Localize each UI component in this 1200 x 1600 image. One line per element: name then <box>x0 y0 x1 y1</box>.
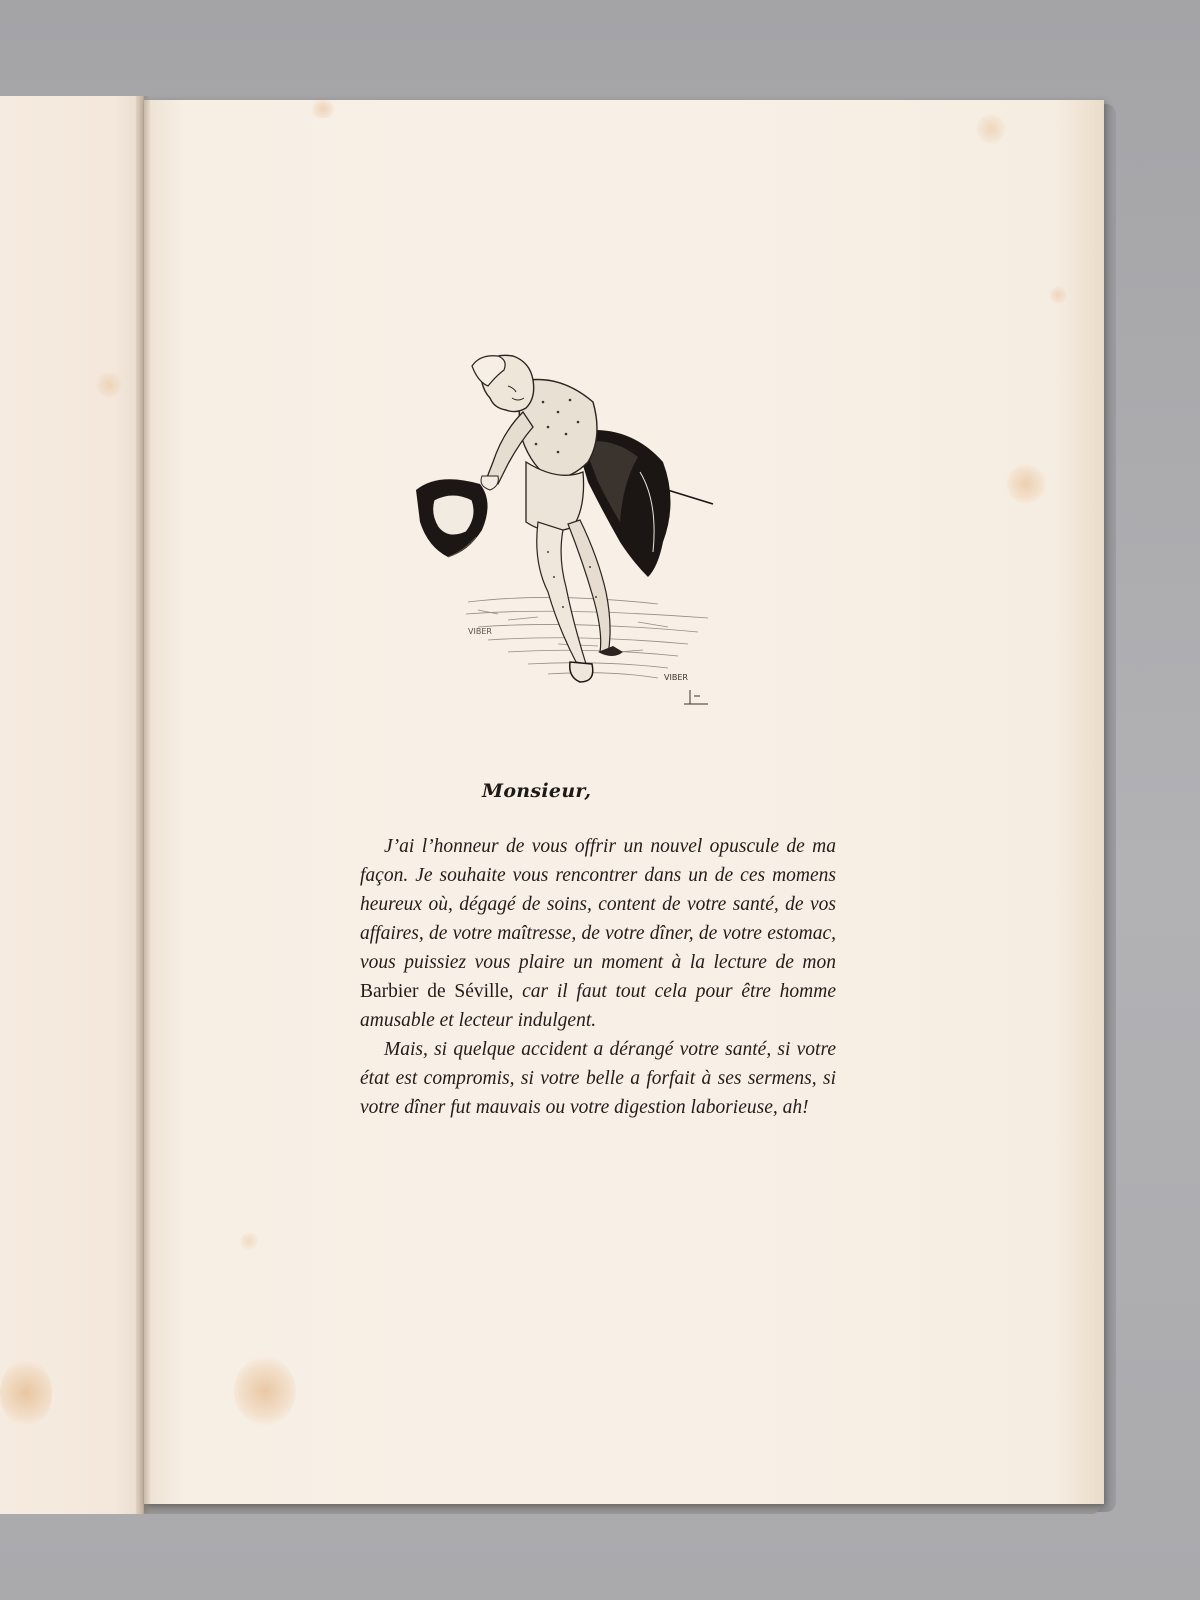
letter-paragraph <box>360 832 836 1035</box>
left-page <box>0 96 144 1514</box>
foxing-stain <box>96 372 122 398</box>
engraving-illustration <box>408 352 738 732</box>
artist-signature-right: VIBER <box>664 673 688 682</box>
foxing-stain <box>234 1356 296 1426</box>
letter-body <box>360 832 836 1122</box>
foxing-stain <box>310 100 336 118</box>
gutter-shadow <box>136 96 150 1514</box>
artist-signature-left: VIBER <box>468 627 492 636</box>
letter-paragraph <box>360 1035 836 1122</box>
foxing-stain <box>240 1232 258 1250</box>
foxing-stain <box>976 114 1006 144</box>
bowing-gentleman-engraving <box>408 352 738 732</box>
play-title: Barbier de Séville, <box>360 981 514 1002</box>
paragraph-text: car il faut tout cela pour être homme amusable et lecteur indulgent. <box>360 981 836 1031</box>
paragraph-text: Mais, si quelque accident a dérangé votre santé, si votre état est compromis, si votre belle a forfait à ses sermens, si votre dîner fut mauvais ou votre digestion laborieuse, ah! <box>360 1039 836 1118</box>
foxing-stain <box>0 1358 52 1428</box>
letter-salutation: Monsieur, <box>482 780 592 802</box>
paragraph-text: J’ai l’honneur de vous offrir un nouvel opuscule de ma façon. Je souhaite vous rencontrer dans un de ces momens heureux où, dégagé de soins, content de votre santé, de vos affaires, de votre maîtresse, de votre dîner, de votre estomac, vous puissiez vous plaire un moment à la lecture de mon <box>360 836 836 973</box>
foxing-stain <box>1049 286 1067 304</box>
foxing-stain <box>1006 464 1046 504</box>
right-page <box>144 100 1104 1504</box>
